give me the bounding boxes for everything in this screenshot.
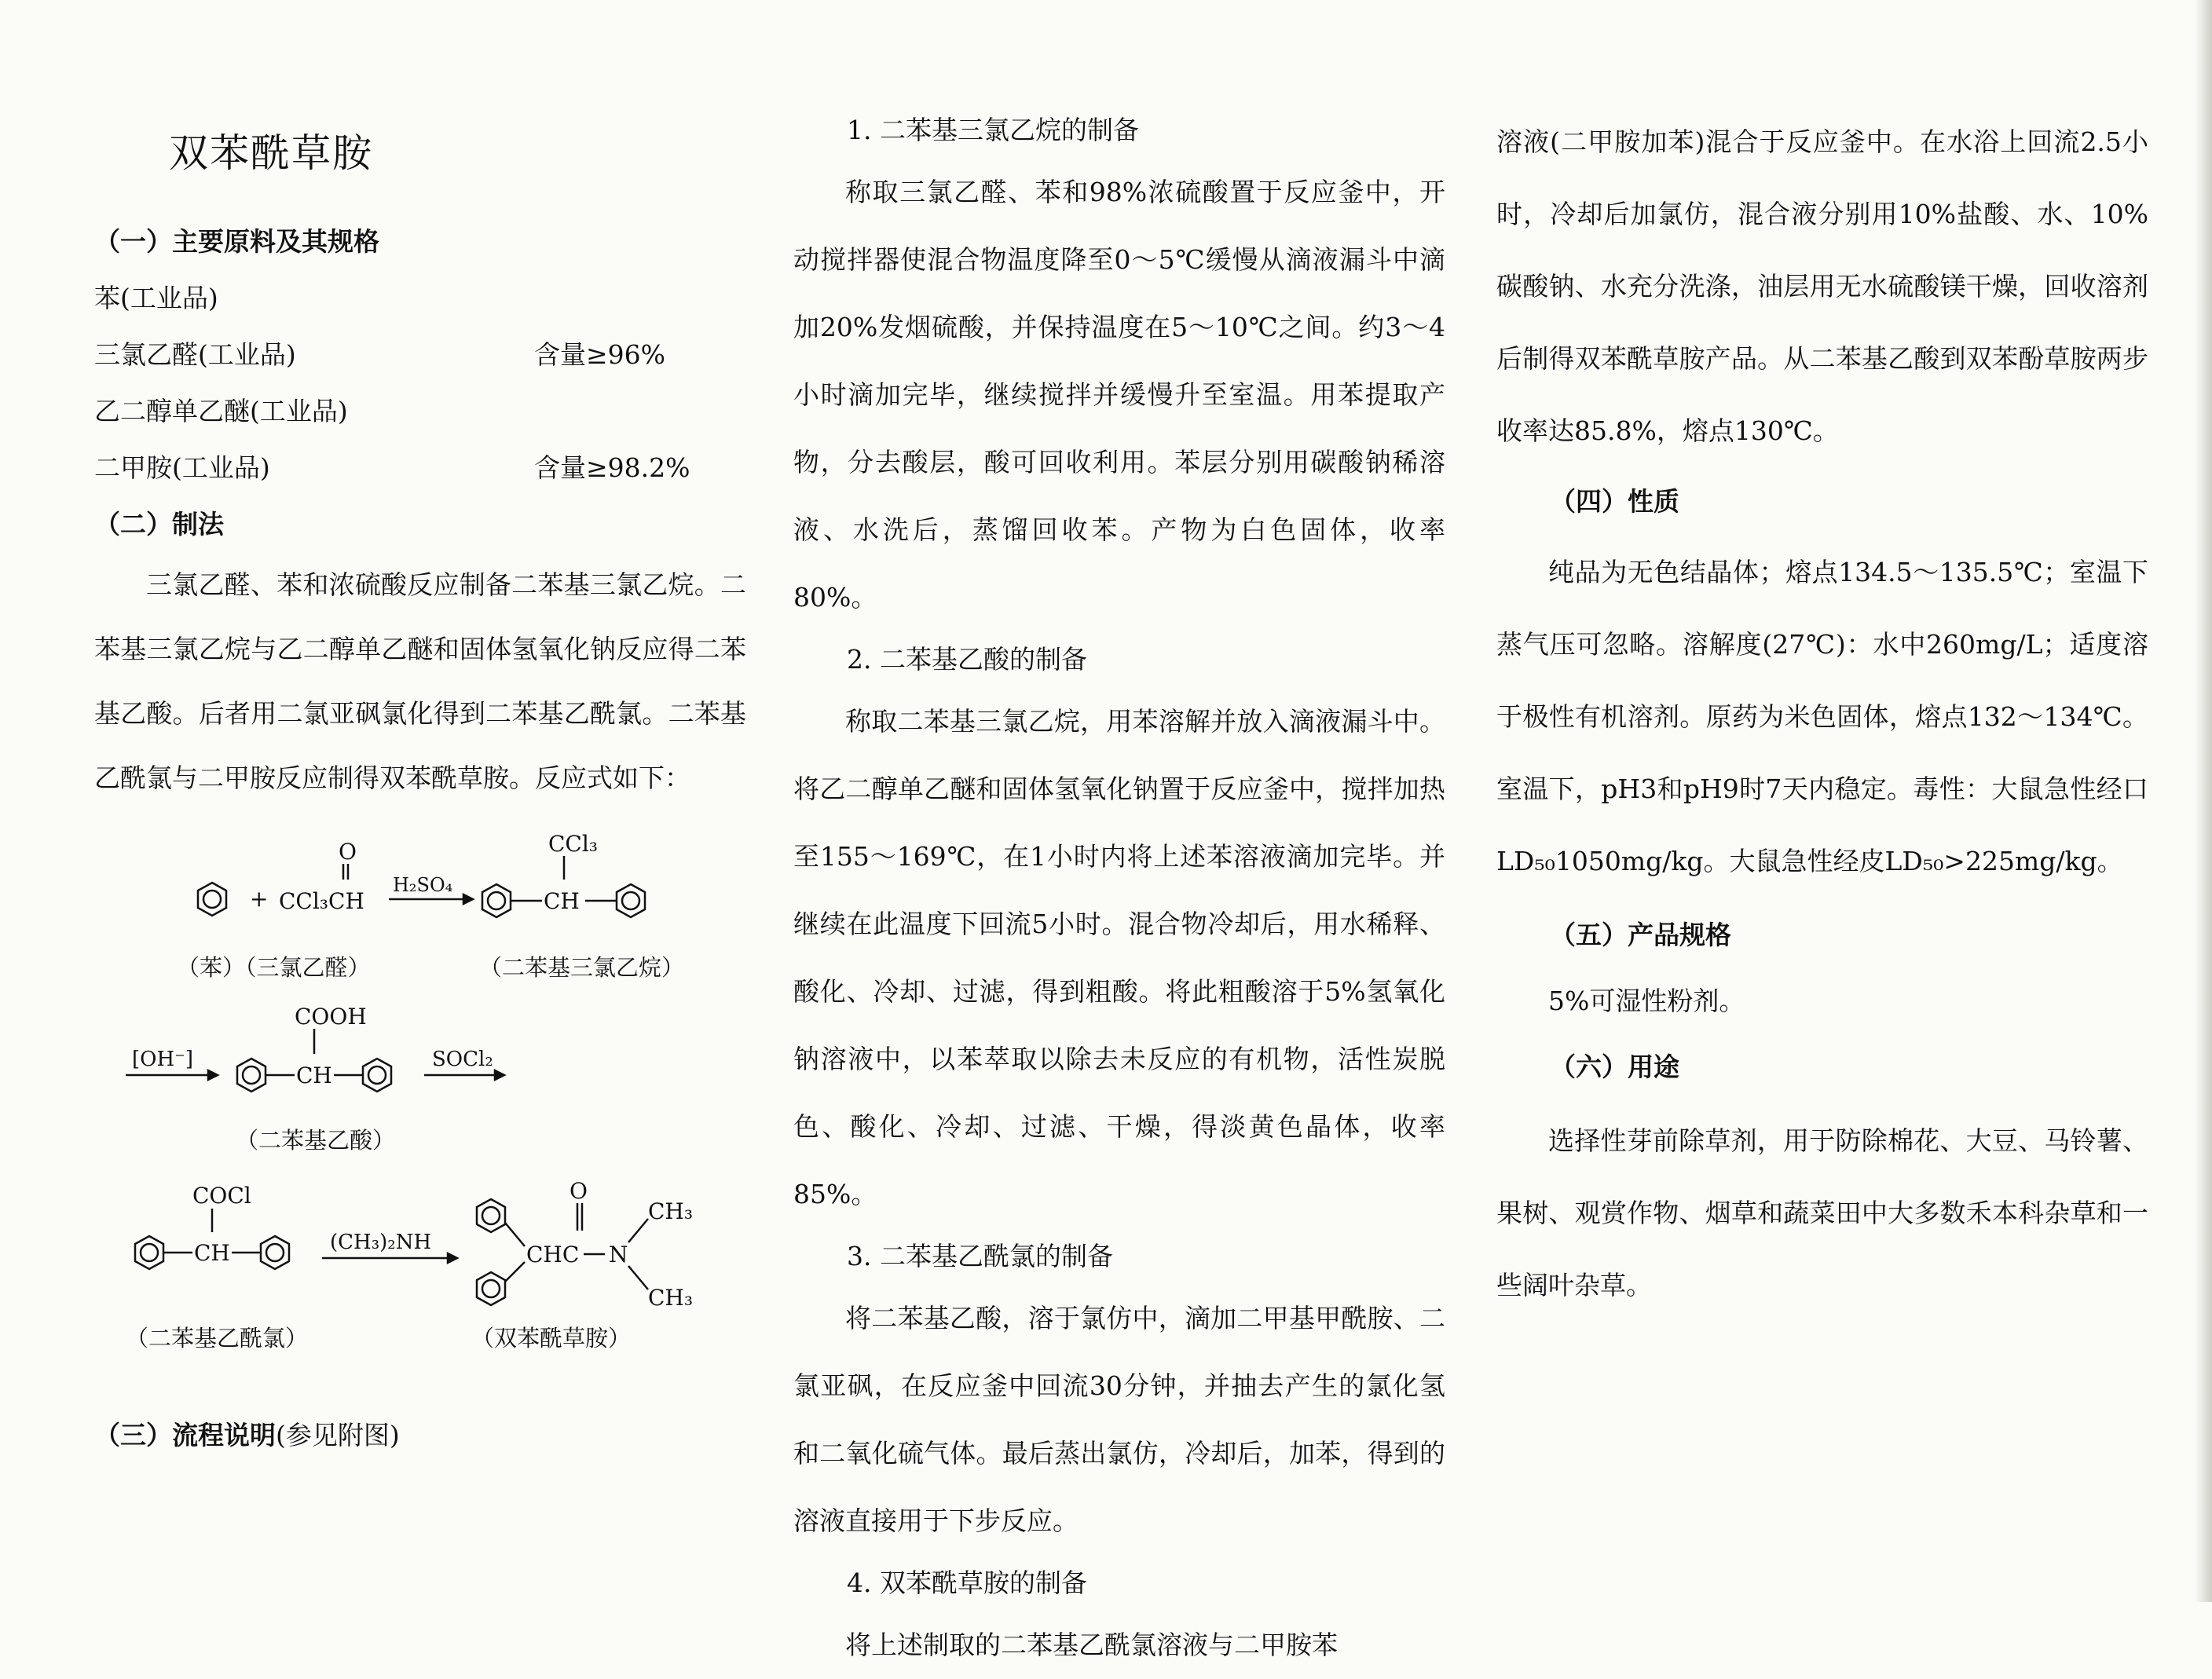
oxygen-label: O [339,839,357,865]
ch3-label: CH₃ [648,1285,694,1311]
ch-label: CH [296,1063,332,1088]
reaction-scheme [94,818,746,1415]
material-item [94,383,746,440]
bond-line [628,1219,648,1242]
material-name: 三氯乙醛(工业品) [94,339,296,370]
material-item [94,440,746,496]
section-4-heading: （四）性质 [1550,486,1679,517]
phenyl-ring-icon [477,1272,505,1305]
reagent-label: SOCl₂ [432,1048,493,1071]
scheme-label: （二苯基乙酸） [236,1127,396,1154]
reagent-label: H₂SO₄ [393,874,453,896]
material-spec: 含量≥98.2% [534,452,690,483]
reagent-label: (CH₃)₂NH [330,1231,432,1254]
cocl-label: COCl [192,1183,251,1209]
section-4-text: 纯品为无色结晶体；熔点134.5～135.5℃；室温下蒸气压可忽略。溶解度(27℃)：水中260mg/L；适度溶于极性有机溶剂。原药为米色固体，熔点132～134℃。室温下，pH3和pH9时7天内稳定。毒性：大鼠急性经口LD₅₀1050mg/kg。大鼠急性经皮LD₅₀>225mg/kg。 [1496,557,2148,876]
step-title: 4. 双苯酰草胺的制备 [847,1567,1087,1598]
section-3-note: (参见附图) [276,1420,400,1450]
material-name: 苯(工业品) [94,283,218,313]
scheme-label: （二苯基乙酰氯） [126,1325,309,1352]
section-5-text: 5%可湿性粉剂。 [1548,986,1745,1016]
phenyl-ring-icon [477,1199,505,1232]
material-name: 乙二醇单乙醚(工业品) [94,396,348,426]
ch-label: CH [544,888,580,914]
bond-line [505,1223,525,1246]
scheme-label: （苯）（三氯乙醛） [177,954,371,981]
section-5-heading: （五）产品规格 [1550,920,1731,950]
oxygen-label: O [569,1178,588,1204]
chc-label: CHC [526,1242,580,1267]
column-2 [793,102,1445,1679]
step-text: 将上述制取的二苯基乙酰氯溶液与二甲胺苯 [845,1630,1338,1660]
cooh-label: COOH [295,1004,367,1030]
ch-label: CH [194,1240,230,1266]
section-6-text: 选择性芽前除草剂，用于防除棉花、大豆、马铃薯、果树、观赏作物、烟草和蔬菜田中大多数禾本科杂草和一些阔叶杂草。 [1496,1125,2148,1300]
step-text: 将二苯基乙酸，溶于氯仿中，滴加二甲基甲酰胺、二氯亚砜，在反应釜中回流30分钟，并抽去产生的氯化氢和二氧化硫气体。最后蒸出氯仿，冷却后，加苯，得到的溶液直接用于下步反应。 [793,1303,1445,1536]
arrow-head [463,894,473,904]
page-edge-shadow [2195,0,2212,1602]
arrow-head [495,1070,504,1080]
aldehyde-formula: CCl₃CH [279,888,364,914]
phenyl-ring-icon [482,884,511,917]
bond-line [628,1266,648,1289]
section-2-text: 三氯乙醛、苯和浓硫酸反应制备二苯基三氯乙烷。二苯基三氯乙烷与乙二醇单乙醚和固体氢氧化钠反应得二苯基乙酸。后者用二氯亚砜氯化得到二苯基乙酰氯。二苯基乙酰氯与二甲胺反应制得双苯酰草胺。反应式如下： [94,569,746,793]
phenyl-ring-icon [363,1059,391,1092]
section-1-heading: （一）主要原料及其规格 [94,226,379,257]
material-spec: 含量≥96% [534,339,665,370]
section-3-heading [94,1407,746,1464]
material-name: 二甲胺(工业品) [94,452,270,483]
phenyl-ring-icon [237,1059,266,1092]
scheme-label: （双苯酰草胺） [471,1325,632,1352]
phenyl-ring-icon [617,884,645,917]
arrow-head [448,1253,457,1263]
arrow-head [208,1070,218,1080]
ch3-label: CH₃ [648,1198,694,1224]
ccl3-label: CCl₃ [548,831,599,857]
step-title: 3. 二苯基乙酰氯的制备 [847,1241,1113,1271]
benzene-ring-icon [198,883,226,916]
step-title: 2. 二苯基乙酸的制备 [847,644,1087,675]
section-2-heading: （二）制法 [94,509,224,540]
nitrogen-label: N [609,1242,628,1267]
phenyl-ring-icon [261,1236,289,1269]
bond-line [505,1262,525,1282]
section-3-title: （三）流程说明 [94,1420,276,1450]
reagent-label: [OH⁻] [132,1048,193,1071]
continued-text: 溶液(二甲胺加苯)混合于反应釜中。在水浴上回流2.5小时，冷却后加氯仿，混合液分别用10%盐酸、水、10%碳酸钠、水充分洗涤，油层用无水硫酸镁干燥，回收溶剂后制得双苯酰草胺产品。从二苯基乙酸到双苯酚草胺两步收率达85.8%，熔点130℃。 [1496,126,2148,446]
phenyl-ring-icon [135,1236,163,1269]
step-title: 1. 二苯基三氯乙烷的制备 [847,115,1139,145]
plus-sign: + [250,886,269,912]
column-1 [94,102,746,1464]
document-title: 双苯酰草胺 [169,130,373,176]
material-item [94,270,746,327]
step-text: 称取三氯乙醛、苯和98%浓硫酸置于反应釜中，开动搅拌器使混合物温度降至0～5℃缓慢从滴液漏斗中滴加20%发烟硫酸，并保持温度在5～10℃之间。约3～4小时滴加完毕，继续搅拌并缓慢升至室温。用苯提取产物，分去酸层，酸可回收利用。苯层分别用碳酸钠稀溶液、水洗后，蒸馏回收苯。产物为白色固体，收率80%。 [793,177,1445,613]
column-3 [1496,106,2148,1322]
step-text: 称取二苯基三氯乙烷，用苯溶解并放入滴液漏斗中。将乙二醇单乙醚和固体氢氧化钠置于反应釜中，搅拌加热至155～169℃，在1小时内将上述苯溶液滴加完毕。并继续在此温度下回流5小时。混合物冷却后，用水稀释、酸化、冷却、过滤，得到粗酸。将此粗酸溶于5%氢氧化钠溶液中，以苯萃取以除去未反应的有机物，活性炭脱色、酸化、冷却、过滤、干燥，得淡黄色晶体，收率85%。 [793,706,1445,1209]
material-item [94,327,746,383]
scheme-label: （二苯基三氯乙烷） [479,954,685,981]
section-6-heading: （六）用途 [1550,1052,1679,1082]
